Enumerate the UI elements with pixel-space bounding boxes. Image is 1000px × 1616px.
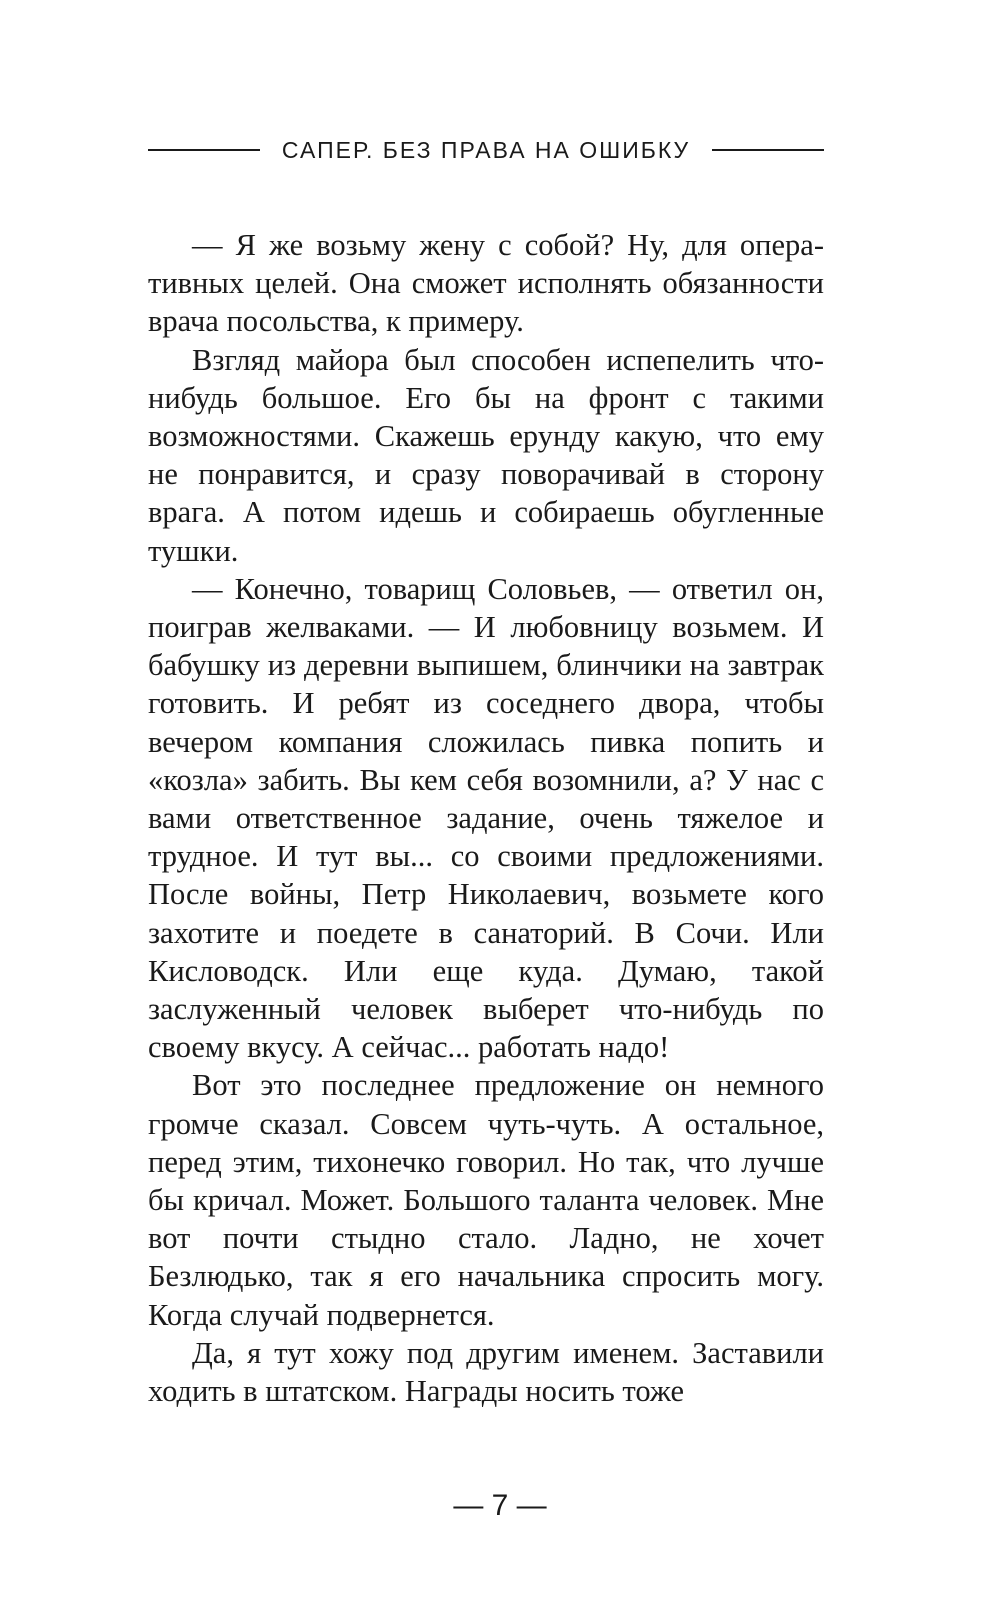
body-text bbox=[148, 226, 824, 1410]
paragraph-2: Взгляд майора был способен испепелить что-нибудь большое. Его бы на фронт с такими возможностями. Скажешь ерунду какую, что ему не понравится, и сразу поворачивай в сторону врага. А потом идешь и собираешь обугленные тушки. bbox=[148, 342, 824, 568]
paragraph-4: Вот это последнее предложение он немного громче сказал. Совсем чуть-чуть. А остальное, перед этим, тихонечко говорил. Но так, что лучше бы кричал. Может. Большого таланта человек. Мне вот почти стыдно стало. Ладно, не хочет Безлюдько, так я его начальника спросить могу. Когда случай подвернется. bbox=[148, 1068, 824, 1332]
page-number: — 7 — bbox=[453, 1489, 547, 1522]
paragraph-1: — Я же возьму жену с собой? Ну, для оперативных целей. Она сможет исполнять обязанности врача посольства, к примеру. bbox=[148, 228, 824, 339]
running-head-rule-left bbox=[148, 149, 260, 151]
running-head bbox=[148, 132, 824, 168]
paragraph-3: — Конечно, товарищ Соловьев, — ответил он, поиграв желваками. — И любовницу возьмем. И бабушку из деревни выпишем, блинчики на завтрак готовить. И ребят из соседнего двора, чтобы вечером компания сложилась пивка попить и «козла» забить. Вы кем себя возомнили, а? У нас с вами ответственное задание, очень тяжелое и трудное. И тут вы... со своими предложениями. После войны, Петр Николаевич, возьмете кого захотите и поедете в санаторий. В Сочи. Или Кисловодск. Или еще куда. Думаю, такой заслуженный человек выберет что-нибудь по своему вкусу. А сейчас... работать надо! bbox=[148, 571, 824, 1065]
running-title: САПЕР. БЕЗ ПРАВА НА ОШИБКУ bbox=[281, 136, 691, 163]
running-head-rule-right bbox=[712, 149, 824, 151]
paragraph-5: Да, я тут хожу под другим именем. Заставили ходить в штатском. Награды носить тоже bbox=[148, 1335, 824, 1409]
